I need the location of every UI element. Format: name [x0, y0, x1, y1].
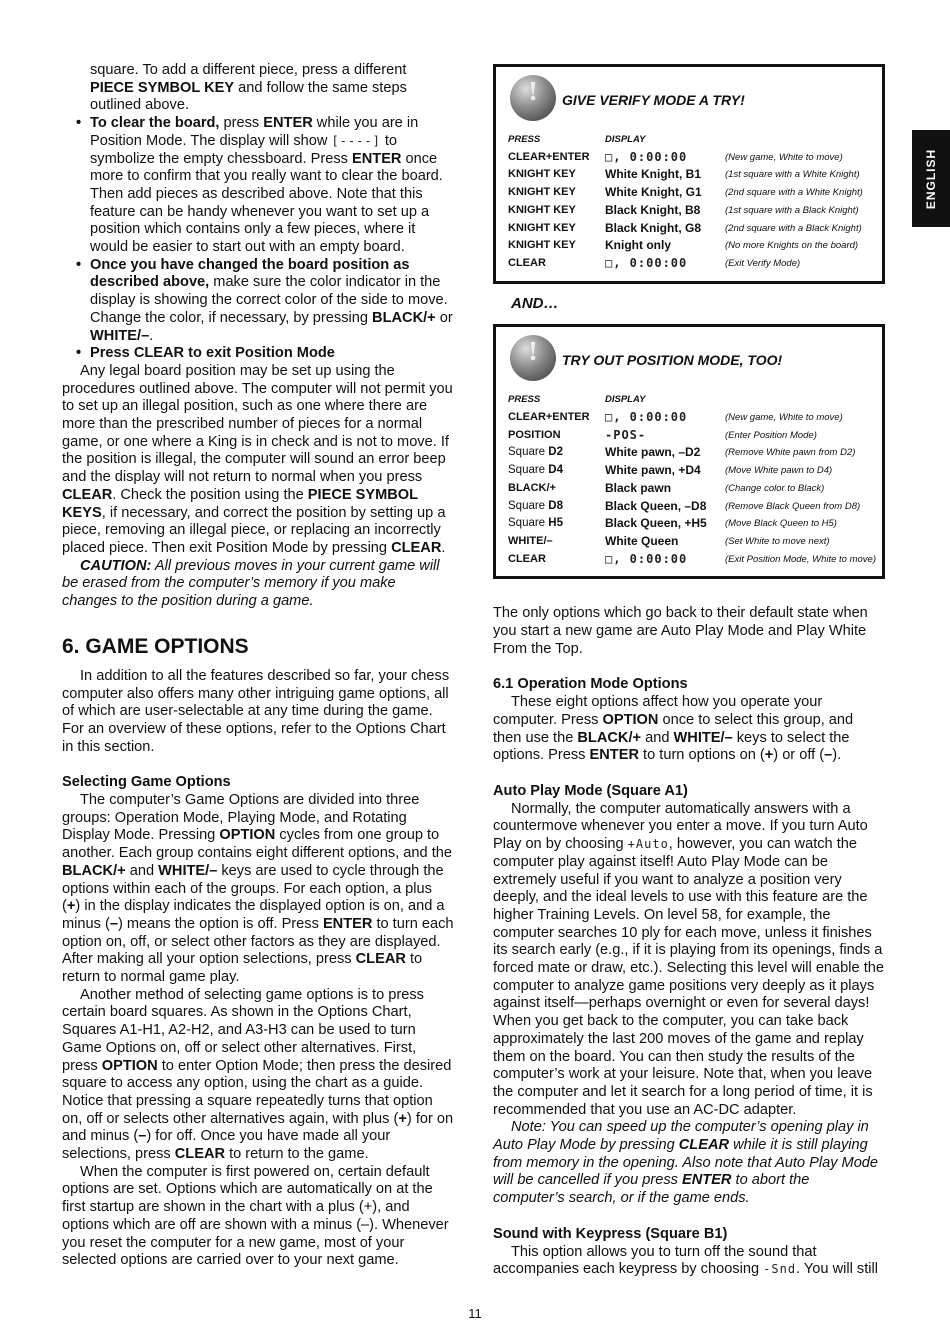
- bullet-list: [62, 115, 454, 363]
- table-row: [508, 202, 863, 220]
- position-mode-box: [493, 324, 885, 579]
- display-cell: □, 0:00:00: [605, 149, 688, 164]
- text: This option allows you to turn off the sound that accompanies each keypress by choosing: [493, 1243, 817, 1278]
- text: to symbolize the empty chessboard. Press: [90, 132, 398, 167]
- key-name: ENTER: [352, 150, 402, 167]
- table-row: [508, 444, 876, 462]
- display-cell: □, 0:00:00: [605, 551, 688, 566]
- right-column: [493, 64, 885, 1279]
- note-cell: (1st square with a Black Knight): [725, 204, 859, 216]
- key-name: ENTER: [682, 1172, 732, 1189]
- key-name: ENTER: [322, 915, 373, 932]
- auto-play-paragraph: [493, 801, 885, 1120]
- press-cell: KNIGHT KEY: [508, 203, 576, 216]
- auto-play-heading: Auto Play Mode (Square A1): [493, 782, 688, 799]
- bullet-color-indicator: [90, 257, 454, 346]
- text: ) means the option is off. Press: [117, 915, 323, 932]
- text: These eight options affect how you operate your computer. Press: [493, 694, 823, 728]
- table-row: [508, 498, 876, 516]
- text: The computer’s Game Options are divided into three groups: Operation Mode, Playing Mode, and Rotating Display Mode. Pressing: [62, 792, 420, 844]
- display-cell: □, 0:00:00: [605, 410, 688, 425]
- press-cell: KNIGHT KEY: [508, 168, 576, 181]
- sound-heading: Sound with Keypress (Square B1): [493, 1225, 728, 1242]
- verify-box-header: [510, 73, 882, 123]
- legal-position-paragraph: [62, 363, 454, 558]
- table-row: [508, 515, 876, 533]
- section-title: 6. GAME OPTIONS: [62, 634, 249, 658]
- table-row: [508, 409, 876, 427]
- table-row: [508, 480, 876, 498]
- display-cell: Black pawn: [605, 480, 672, 495]
- exclamation-icon: !: [510, 335, 556, 381]
- symbol: –: [824, 747, 833, 764]
- and-label: AND…: [511, 294, 559, 312]
- text: and: [641, 729, 674, 746]
- display-header: DISPLAY: [605, 134, 646, 145]
- text: ) for on and minus (: [62, 1110, 454, 1145]
- note-cell: (Remove Black Queen from D8): [725, 500, 861, 512]
- press-cell: CLEAR: [508, 552, 546, 565]
- key-name: PIECE SYMBOL KEYS: [62, 486, 418, 521]
- bullet-lead: Once you have changed the board position as described above,: [90, 256, 410, 291]
- text: ) or off (: [773, 747, 825, 764]
- selecting-paragraph-3: When the computer is first powered on, certain default options are set. Options which are automatically on at the first startup are shown in the chart with a plus (+), and options which are off are shown with a minus (–). Whenever you reset the computer for a new game, most of your selected options are carried over to your next game.: [62, 1163, 449, 1269]
- position-table: [508, 391, 876, 568]
- press-cell: POSITION: [508, 428, 561, 441]
- text: Square: [508, 446, 549, 459]
- key-name: ENTER: [263, 115, 313, 132]
- intro-paragraph: [62, 62, 454, 115]
- note-cell: (2nd square with a White Knight): [725, 187, 863, 199]
- key-name: WHITE/–: [673, 729, 733, 746]
- verify-table: [508, 131, 863, 273]
- text: .: [149, 327, 154, 344]
- press-cell: KNIGHT KEY: [508, 221, 576, 234]
- text: Square: [508, 499, 549, 512]
- press-cell: CLEAR+ENTER: [508, 411, 590, 424]
- key-name: WHITE/–: [158, 862, 218, 879]
- text: Any legal board position may be set up using the procedures outlined above. The computer will not permit you to set up an illegal position, such as one where there are more than the prescribed number of pieces for a normal game, or one where a King is in check and is not to move. If the position is illegal, the computer will sound an error beep and the display will not return to normal when you press: [62, 362, 453, 486]
- language-tab: [912, 130, 950, 227]
- caution-lead: CAUTION:: [80, 557, 152, 574]
- table-row: [508, 533, 876, 551]
- caution-paragraph: [62, 558, 454, 611]
- text: , if necessary, and correct the position by setting up a piece, removing an illegal piece, or replacing an incorrectly placed piece. Then exit Position Mode by pressing: [62, 504, 446, 556]
- table-row: [508, 237, 863, 255]
- options-intro-paragraph: In addition to all the features described so far, your chess computer also offers many other intriguing game options, all of which are user-selectable at any time during the game. For an overview of these options, refer to the Options Chart in this section.: [62, 667, 450, 755]
- text: . You will still: [796, 1261, 878, 1278]
- verify-box-title: GIVE VERIFY MODE A TRY!: [562, 92, 745, 109]
- lcd-auto-symbol: +Auto: [627, 837, 669, 852]
- selecting-paragraph-2: [62, 987, 454, 1164]
- text: Square: [508, 464, 549, 477]
- display-cell: Black Queen, +H5: [605, 516, 707, 531]
- note-cell: (Enter Position Mode): [725, 429, 817, 441]
- display-cell: Black Queen, –D8: [605, 498, 707, 513]
- table-row: [508, 166, 863, 184]
- key-name: CLEAR: [62, 486, 113, 503]
- text: All previous moves in your current game will be erased from the computer’s memory if you make changes to the position during a game.: [62, 557, 440, 610]
- note-cell: (1st square with a White Knight): [725, 169, 860, 181]
- press-header: PRESS: [508, 134, 541, 145]
- text: to enter Option Mode; then press the desired square to access any option, using the chart as a guide. Notice that pressing a square repeatedly turns that option on, off or selects other alternatives again, with plus (: [62, 1057, 452, 1127]
- text: make sure the color indicator in the display is showing the correct color of the side to move. Change the color, if necessary, by pressing: [90, 274, 448, 326]
- display-cell: White Queen: [605, 533, 679, 548]
- key-name: OPTION: [101, 1057, 158, 1074]
- bullet-clear-board: [90, 115, 454, 257]
- auto-play-note: [493, 1119, 885, 1208]
- exclamation-icon: !: [510, 75, 556, 121]
- table-row: [508, 427, 876, 445]
- text: ).: [832, 747, 842, 764]
- text: once more to confirm that you really want to clear the board. Then add pieces as described above. Note that this feature can be handy whenever you want to set up a position which contains only a few pieces, where it would be easier to start out with an empty board.: [90, 150, 443, 256]
- press-cell: CLEAR: [508, 256, 546, 269]
- press-header: PRESS: [508, 394, 541, 406]
- selecting-paragraph-1: [62, 792, 454, 987]
- display-cell: White pawn, +D4: [605, 463, 701, 478]
- operation-mode-paragraph: [493, 694, 885, 765]
- press-cell: BLACK/+: [508, 481, 556, 494]
- table-row: [508, 462, 876, 480]
- note-cell: (No more Knights on the board): [725, 240, 859, 252]
- note-cell: (Change color to Black): [725, 482, 825, 494]
- text: Normally, the computer automatically answers with a countermove whenever you enter a move. If you turn Auto Play on by choosing: [493, 800, 868, 853]
- text: press: [219, 115, 264, 132]
- key-name: OPTION: [219, 827, 276, 844]
- text: square. To add a different piece, press a different: [90, 62, 407, 78]
- press-cell: [508, 498, 605, 516]
- display-cell: White Knight, G1: [605, 185, 702, 200]
- position-box-header: [510, 333, 882, 383]
- press-cell: WHITE/–: [508, 534, 553, 547]
- page-number: 11: [468, 1306, 482, 1321]
- lcd-sound-symbol: -Snd: [763, 1262, 797, 1277]
- bullet-lead: Press CLEAR to exit Position Mode: [90, 345, 335, 362]
- text: once to select this group, and then use the: [493, 711, 854, 746]
- symbol: –: [138, 1128, 147, 1145]
- key-name: CLEAR: [174, 1146, 226, 1163]
- text: while it is still playing from memory in the opening. Also note that Auto Play Mode will be cancelled if you press: [493, 1137, 879, 1189]
- table-row: [508, 184, 863, 202]
- text: to turn each option on, off, or select other factors as they are displayed. After making all your option selections, press: [62, 915, 454, 968]
- text: to turn options on (: [639, 747, 765, 764]
- table-row: [508, 255, 863, 273]
- press-cell: [508, 462, 605, 480]
- position-box-title: TRY OUT POSITION MODE, TOO!: [562, 352, 783, 369]
- press-cell: [508, 515, 605, 533]
- text: ) in the display indicates the displayed option is on, and a minus (: [62, 898, 445, 932]
- operation-mode-heading: 6.1 Operation Mode Options: [493, 676, 688, 693]
- text: , however, you can watch the computer play against itself! Auto Play Mode can be extremely useful if you want to analyze a position very deeply, and the ideal levels to use with this feature are the higher Training Levels. On level 58, for example, the computer searches 10 ply for each move, unless it finishes its search early (e.g., if it is playing from its openings, finds a forced mate or draw, etc.). Selecting this level will enable the computer to analyze game positions very deeply as it plays against itself—perhaps overnight or even for several days! When you get back to the computer, you can take back approximately the last 200 moves of the game and replay them on the board. You can then study the results of the computer’s work at your leisure. Note that, when you leave the computer and let it search for a long period of time, it is recommended that you use an AC-DC adapter.: [493, 836, 884, 1118]
- bullet-exit-position: [90, 345, 454, 363]
- key-name: CLEAR: [391, 539, 442, 556]
- display-cell: □, 0:00:00: [605, 255, 688, 270]
- press-cell: [508, 444, 605, 462]
- table-row: [508, 220, 863, 238]
- key-name: OPTION: [602, 711, 659, 728]
- press-cell: KNIGHT KEY: [508, 186, 576, 199]
- key-name: WHITE/–: [90, 327, 150, 344]
- note-cell: (Set White to move next): [725, 535, 830, 547]
- key-name: BLACK/+: [577, 729, 642, 746]
- square-name: D8: [548, 499, 563, 512]
- defaults-paragraph: The only options which go back to their default state when you start a new game are Auto Play Mode and Play White From the Top.: [493, 605, 868, 657]
- symbol: –: [109, 915, 118, 932]
- text: .: [441, 539, 446, 556]
- symbol: +: [764, 747, 774, 764]
- text: Note: You can speed up the computer’s opening play in Auto Play Mode by pressing: [493, 1119, 869, 1154]
- text: and: [125, 862, 159, 879]
- display-cell: White pawn, –D2: [605, 445, 701, 460]
- key-name: PIECE SYMBOL KEY: [90, 79, 235, 96]
- note-cell: (Exit Position Mode, White to move): [725, 553, 876, 565]
- display-cell: Knight only: [605, 238, 671, 253]
- square-name: D4: [548, 464, 563, 477]
- table-header-row: [508, 131, 863, 149]
- bullet-lead: To clear the board,: [90, 115, 220, 132]
- text: Another method of selecting game options is to press certain board squares. As shown in the Options Chart, Squares A1-H1, A2-H2, and A3-H3 can be used to turn Game Options on, off or select other alternatives. First, press: [62, 986, 424, 1074]
- key-name: BLACK/+: [372, 309, 436, 326]
- verify-mode-box: [493, 64, 885, 284]
- note-cell: (New game, White to move): [725, 412, 843, 424]
- square-name: D2: [548, 446, 563, 459]
- table-row: [508, 551, 876, 569]
- symbol: +: [398, 1110, 407, 1127]
- note-cell: (New game, White to move): [725, 151, 843, 163]
- left-column: [62, 62, 454, 1270]
- text: keys to select the options. Press: [493, 729, 850, 764]
- note-cell: (Move White pawn to D4): [725, 465, 833, 477]
- language-tab-label: ENGLISH: [924, 148, 938, 209]
- table-header-row: [508, 391, 876, 409]
- text: cycles from one group to another. Each group contains eight different options, and the: [62, 827, 452, 862]
- press-cell: CLEAR+ENTER: [508, 150, 590, 163]
- text: while you are in Position Mode. The display will show: [90, 115, 419, 149]
- display-header: DISPLAY: [605, 394, 646, 406]
- note-cell: (Exit Verify Mode): [725, 257, 801, 269]
- text: to abort the computer’s search, or if the game ends.: [493, 1172, 810, 1207]
- text: or: [435, 309, 453, 326]
- square-name: H5: [548, 517, 563, 530]
- text: . Check the position using the: [112, 486, 308, 503]
- display-cell: White Knight, B1: [605, 167, 701, 182]
- selecting-heading: Selecting Game Options: [62, 774, 231, 791]
- note-cell: (2nd square with a Black Knight): [725, 222, 862, 234]
- key-name: BLACK/+: [62, 862, 126, 879]
- note-cell: (Move Black Queen to H5): [725, 518, 837, 530]
- lcd-empty-board-symbol: [‑‑‑‑]: [331, 133, 381, 148]
- text: ) for off. Once you have made all your selections, press: [62, 1128, 391, 1163]
- note-cell: (Remove White pawn from D2): [725, 447, 856, 459]
- display-cell: Black Knight, G8: [605, 220, 702, 235]
- display-cell: Black Knight, B8: [605, 202, 701, 217]
- text: to return to the game.: [225, 1146, 369, 1163]
- key-name: CLEAR: [678, 1137, 730, 1154]
- press-cell: KNIGHT KEY: [508, 239, 576, 252]
- text: and follow the same steps outlined above.: [90, 79, 407, 114]
- key-name: ENTER: [589, 747, 639, 764]
- sound-paragraph: [493, 1244, 885, 1279]
- symbol: +: [66, 898, 76, 915]
- key-name: CLEAR: [355, 951, 406, 968]
- display-cell: -POS-: [605, 427, 647, 442]
- text: Square: [508, 517, 549, 530]
- text: to return to normal game play.: [62, 951, 423, 986]
- table-row: [508, 149, 863, 167]
- text: keys are used to cycle through the options within each of the groups. For each option, a plus (: [62, 862, 444, 915]
